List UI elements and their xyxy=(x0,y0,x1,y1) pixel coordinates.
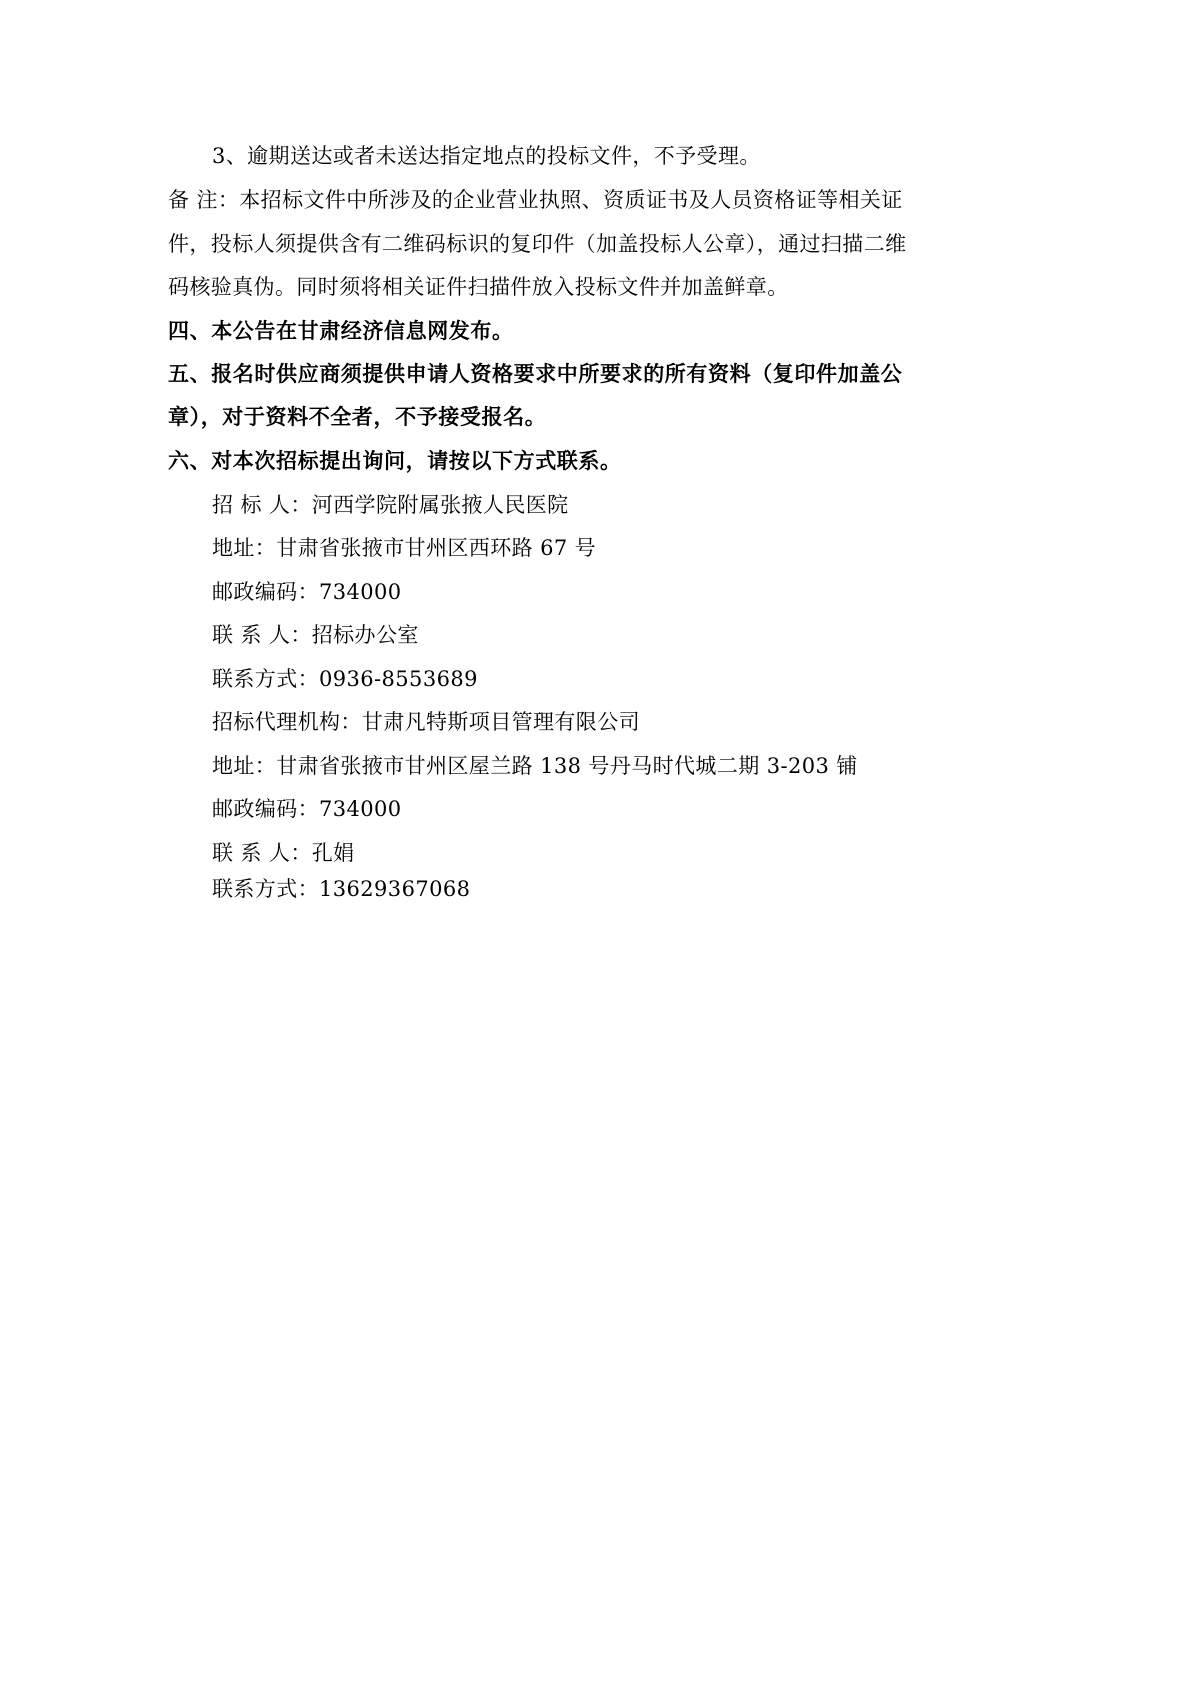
tenderer-name: 招 标 人：河西学院附属张掖人民医院 xyxy=(212,493,569,517)
agency-contact: 联 系 人：孔娟 xyxy=(212,841,355,865)
note-line-2: 件，投标人须提供含有二维码标识的复印件（加盖投标人公章），通过扫描二维 xyxy=(168,232,907,256)
tenderer-postcode: 邮政编码：734000 xyxy=(212,580,402,604)
section-5-line-2: 章），对于资料不全者，不予接受报名。 xyxy=(168,405,547,429)
section-5-line-1: 五、报名时供应商须提供申请人资格要求中所要求的所有资料（复印件加盖公 xyxy=(168,362,903,386)
agency-postcode: 邮政编码：734000 xyxy=(212,797,402,821)
agency-phone: 联系方式：13629367068 xyxy=(212,877,471,901)
tenderer-phone: 联系方式：0936-8553689 xyxy=(212,667,478,691)
section-4-heading: 四、本公告在甘肃经济信息网发布。 xyxy=(168,319,514,343)
tenderer-address: 地址：甘肃省张掖市甘州区西环路 67 号 xyxy=(212,536,597,560)
section-6-heading: 六、对本次招标提出询问，请按以下方式联系。 xyxy=(168,449,622,473)
agency-address: 地址：甘肃省张掖市甘州区屋兰路 138 号丹马时代城二期 3-203 铺 xyxy=(212,754,858,778)
item-3-text: 3、逾期送达或者未送达指定地点的投标文件，不予受理。 xyxy=(212,144,761,168)
note-line-1: 备 注：本招标文件中所涉及的企业营业执照、资质证书及人员资格证等相关证 xyxy=(168,188,903,212)
agency-name: 招标代理机构：甘肃凡特斯项目管理有限公司 xyxy=(212,710,640,734)
tenderer-contact: 联 系 人：招标办公室 xyxy=(212,623,419,647)
note-line-3: 码核验真伪。同时须将相关证件扫描件放入投标文件并加盖鲜章。 xyxy=(168,275,789,299)
